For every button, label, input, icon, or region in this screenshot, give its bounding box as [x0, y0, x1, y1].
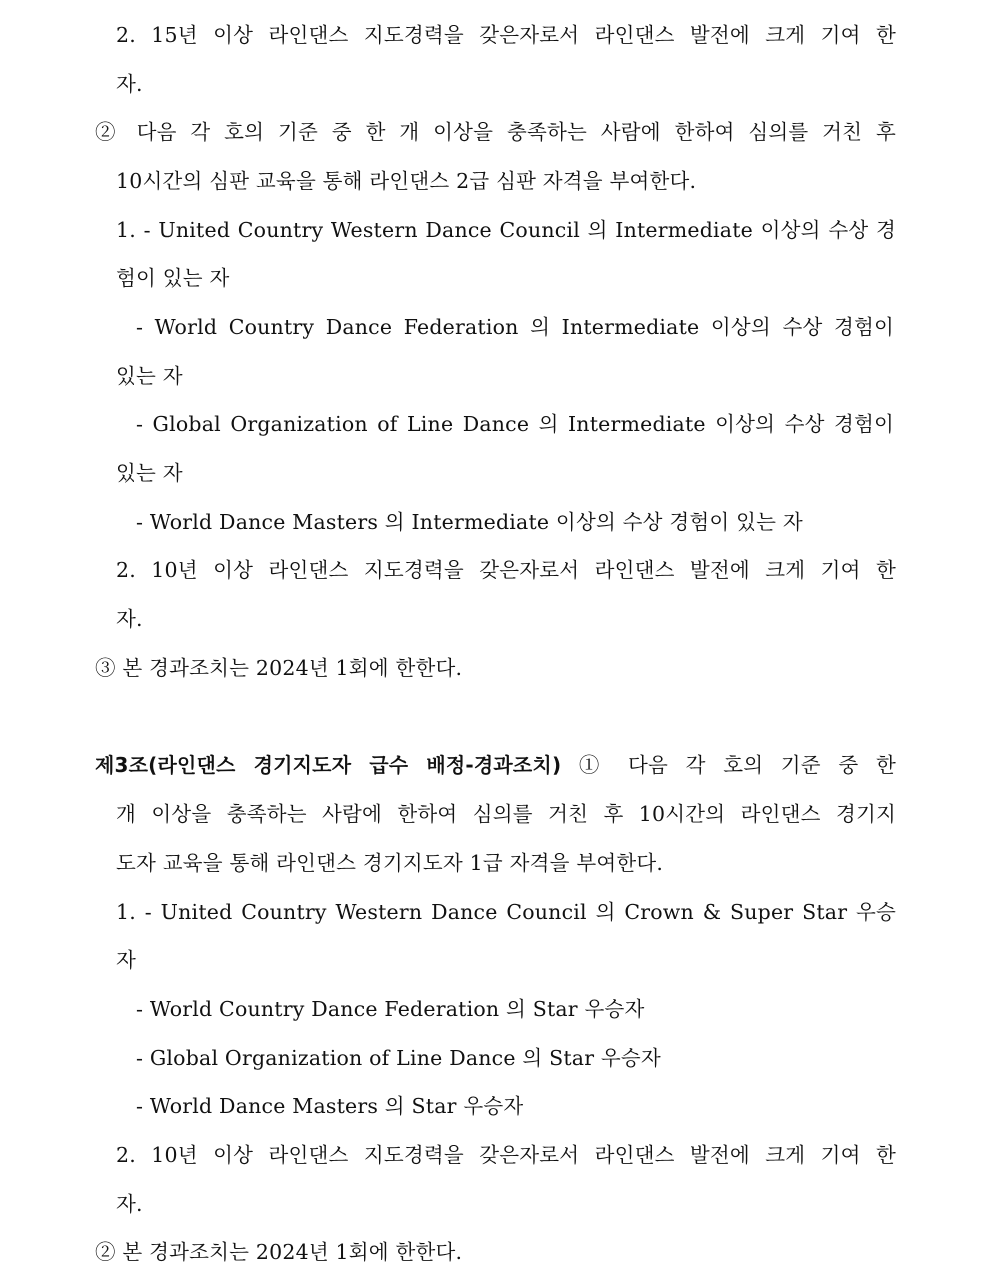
- item-1-ucwdc: 1. - United Country Western Dance Council 의 Intermediate 이상의 수상 경: [116, 218, 896, 242]
- item-2-ten-years: 2. 10년 이상 라인댄스 지도경력을 갖은자로서 라인댄스 발전에 크게 기여 한: [116, 558, 896, 582]
- item-2-ten-years-cont: 자.: [116, 607, 143, 631]
- coach-clause-2-transition: ② 본 경과조치는 2024년 1회에 한한다.: [95, 1240, 463, 1264]
- item-wcdf: - World Country Dance Federation 의 Intermediate 이상의 수상 경험이: [136, 315, 894, 339]
- coach-item-wcdf: - World Country Dance Federation 의 Star 우승자: [136, 997, 645, 1021]
- coach-item-2-ten-years-cont: 자.: [116, 1192, 143, 1216]
- clause-2-intro-cont: 10시간의 심판 교육을 통해 라인댄스 2급 심판 자격을 부여한다.: [116, 169, 697, 193]
- item-2-fifteen-years: 2. 15년 이상 라인댄스 지도경력을 갖은자로서 라인댄스 발전에 크게 기여 한: [116, 23, 896, 47]
- article-3-cont-1: 개 이상을 충족하는 사람에 한하여 심의를 거친 후 10시간의 라인댄스 경기지: [116, 802, 896, 826]
- item-wcdf-cont: 있는 자: [116, 364, 183, 388]
- article-3-cont-2: 도자 교육을 통해 라인댄스 경기지도자 1급 자격을 부여한다.: [116, 851, 664, 875]
- item-gold-cont: 있는 자: [116, 461, 183, 485]
- coach-item-1-ucwdc-cont: 자: [116, 948, 137, 972]
- coach-item-wdm: - World Dance Masters 의 Star 우승자: [136, 1094, 524, 1118]
- coach-item-gold: - Global Organization of Line Dance 의 Star 우승자: [136, 1046, 661, 1070]
- coach-item-2-ten-years: 2. 10년 이상 라인댄스 지도경력을 갖은자로서 라인댄스 발전에 크게 기여 한: [116, 1143, 896, 1167]
- clause-2-intro: ② 다음 각 호의 기준 중 한 개 이상을 충족하는 사람에 한하여 심의를 거친 후: [95, 120, 896, 144]
- item-1-ucwdc-cont: 험이 있는 자: [116, 266, 230, 290]
- article-3-first-line: [95, 748, 896, 782]
- item-gold: - Global Organization of Line Dance 의 Intermediate 이상의 수상 경험이: [136, 412, 894, 436]
- clause-3-transition: ③ 본 경과조치는 2024년 1회에 한한다.: [95, 656, 463, 680]
- coach-item-1-ucwdc: 1. - United Country Western Dance Council 의 Crown & Super Star 우승: [116, 900, 896, 924]
- item-2-fifteen-years-cont: 자.: [116, 72, 143, 96]
- item-wdm: - World Dance Masters 의 Intermediate 이상의 수상 경험이 있는 자: [136, 510, 803, 534]
- article-3-heading: 제3조(라인댄스 경기지도자 급수 배정-경과조치): [95, 753, 562, 777]
- article-3-clause-1: ① 다음 각 호의 기준 중 한: [561, 753, 896, 777]
